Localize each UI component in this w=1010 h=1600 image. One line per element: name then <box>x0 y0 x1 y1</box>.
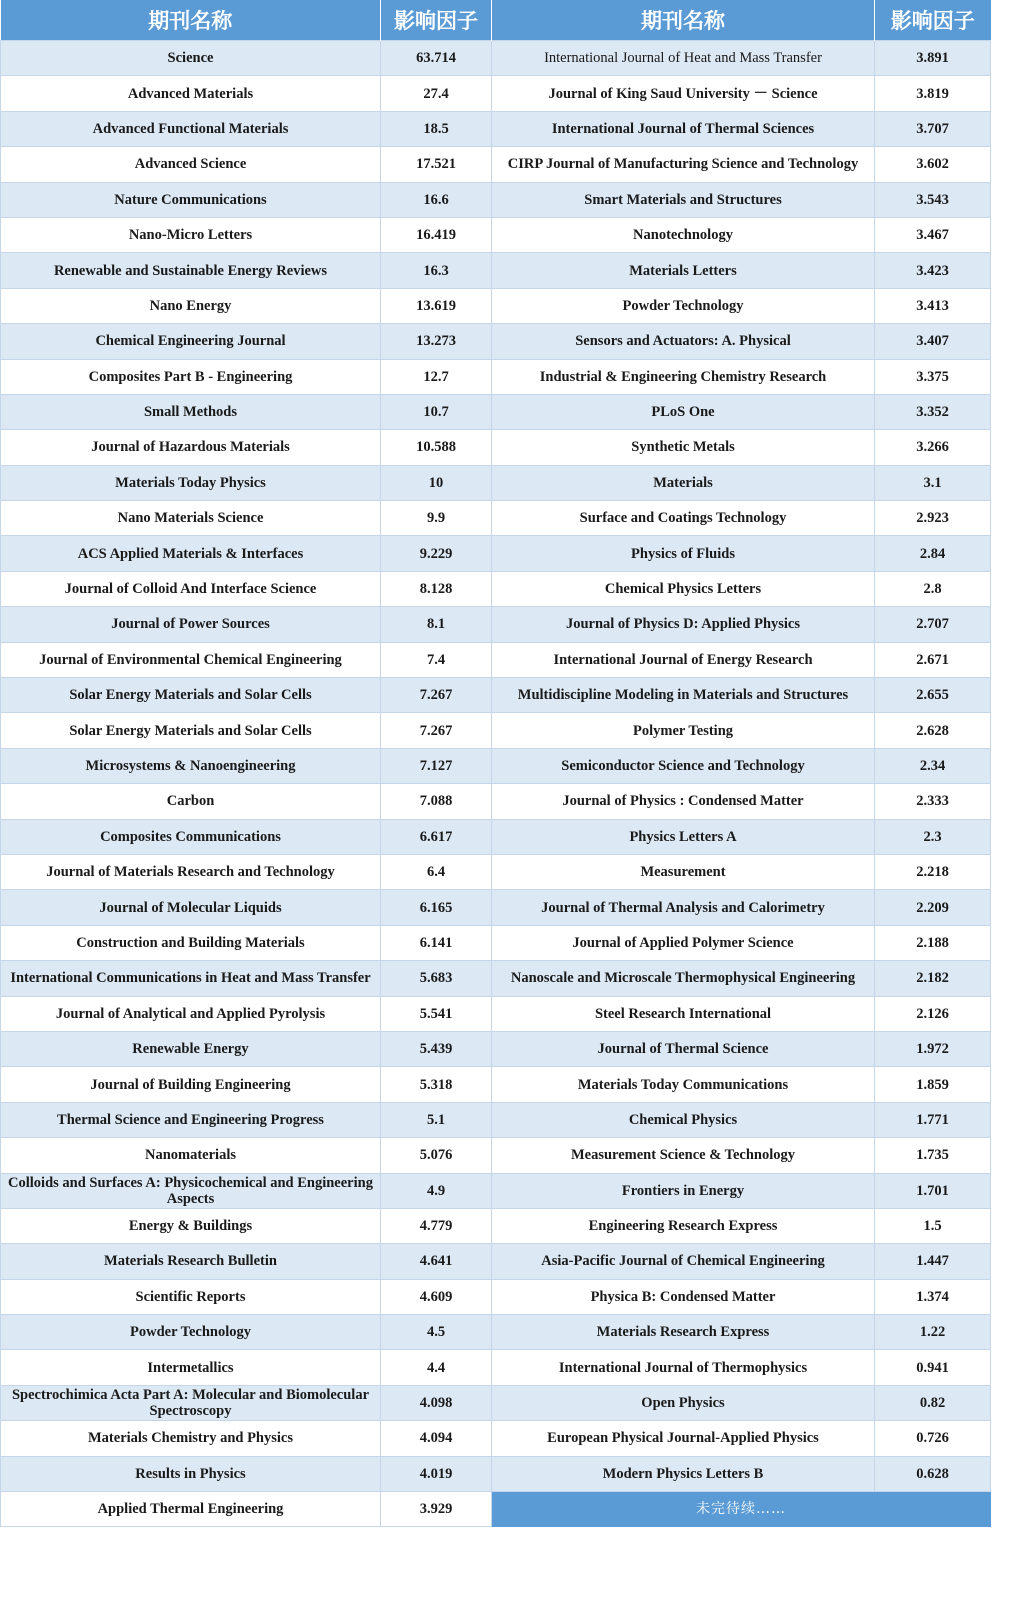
right-journal-name: Industrial & Engineering Chemistry Research <box>492 359 875 394</box>
right-impact-factor: 3.423 <box>875 253 991 288</box>
table-row <box>1 536 991 571</box>
table-row <box>1 607 991 642</box>
left-journal-name: Nature Communications <box>1 182 381 217</box>
table-row <box>1 748 991 783</box>
left-impact-factor: 4.019 <box>381 1456 492 1491</box>
left-journal-name: Intermetallics <box>1 1350 381 1385</box>
left-journal-name: Journal of Building Engineering <box>1 1067 381 1102</box>
right-journal-name: Measurement <box>492 854 875 889</box>
left-journal-name: Renewable and Sustainable Energy Reviews <box>1 253 381 288</box>
table-row <box>1 253 991 288</box>
left-impact-factor: 63.714 <box>381 41 492 76</box>
left-impact-factor: 7.4 <box>381 642 492 677</box>
left-impact-factor: 5.318 <box>381 1067 492 1102</box>
left-impact-factor: 4.779 <box>381 1208 492 1243</box>
left-impact-factor: 5.1 <box>381 1102 492 1137</box>
left-impact-factor: 8.1 <box>381 607 492 642</box>
table-row <box>1 465 991 500</box>
right-impact-factor: 0.726 <box>875 1421 991 1456</box>
left-journal-name: Advanced Science <box>1 147 381 182</box>
table-row <box>1 1279 991 1314</box>
left-impact-factor: 6.141 <box>381 925 492 960</box>
right-journal-name: Polymer Testing <box>492 713 875 748</box>
table-row <box>1 41 991 76</box>
right-journal-name: CIRP Journal of Manufacturing Science and Technology <box>492 147 875 182</box>
left-impact-factor: 5.076 <box>381 1138 492 1173</box>
left-journal-name: Applied Thermal Engineering <box>1 1492 381 1527</box>
left-impact-factor: 4.5 <box>381 1315 492 1350</box>
left-journal-name: International Communications in Heat and Mass Transfer <box>1 961 381 996</box>
right-impact-factor: 2.209 <box>875 890 991 925</box>
right-impact-factor: 2.628 <box>875 713 991 748</box>
left-journal-name: Journal of Molecular Liquids <box>1 890 381 925</box>
table-row <box>1 784 991 819</box>
table-row <box>1 996 991 1031</box>
left-impact-factor: 5.683 <box>381 961 492 996</box>
left-journal-name: Journal of Materials Research and Technology <box>1 854 381 889</box>
left-impact-factor: 4.9 <box>381 1173 492 1208</box>
right-impact-factor: 2.333 <box>875 784 991 819</box>
table-row <box>1 819 991 854</box>
right-journal-name: International Journal of Thermal Sciences <box>492 111 875 146</box>
right-journal-name: International Journal of Heat and Mass Transfer <box>492 41 875 76</box>
right-journal-name: PLoS One <box>492 394 875 429</box>
left-impact-factor: 12.7 <box>381 359 492 394</box>
left-impact-factor: 4.094 <box>381 1421 492 1456</box>
right-journal-name: Frontiers in Energy <box>492 1173 875 1208</box>
table-row <box>1 678 991 713</box>
right-impact-factor: 0.82 <box>875 1385 991 1420</box>
right-journal-name: Open Physics <box>492 1385 875 1420</box>
left-journal-name: Journal of Environmental Chemical Engineering <box>1 642 381 677</box>
table-row <box>1 1173 991 1208</box>
table-row <box>1 1315 991 1350</box>
table-row <box>1 288 991 323</box>
table-row <box>1 217 991 252</box>
left-journal-name: Colloids and Surfaces A: Physicochemical and Engineering Aspects <box>1 1173 381 1208</box>
right-impact-factor: 3.707 <box>875 111 991 146</box>
table-row <box>1 1456 991 1491</box>
left-journal-name: Microsystems & Nanoengineering <box>1 748 381 783</box>
right-journal-name: Journal of Applied Polymer Science <box>492 925 875 960</box>
left-journal-name: Carbon <box>1 784 381 819</box>
left-impact-factor: 27.4 <box>381 76 492 111</box>
left-journal-name: Solar Energy Materials and Solar Cells <box>1 678 381 713</box>
right-journal-name: International Journal of Thermophysics <box>492 1350 875 1385</box>
right-journal-name: Measurement Science & Technology <box>492 1138 875 1173</box>
left-journal-name: Journal of Hazardous Materials <box>1 430 381 465</box>
left-impact-factor: 6.165 <box>381 890 492 925</box>
table-row <box>1 501 991 536</box>
left-journal-name: Spectrochimica Acta Part A: Molecular and Biomolecular Spectroscopy <box>1 1385 381 1420</box>
right-journal-name: Journal of Physics D: Applied Physics <box>492 607 875 642</box>
right-journal-name: International Journal of Energy Research <box>492 642 875 677</box>
table-row <box>1 1350 991 1385</box>
right-journal-name: Engineering Research Express <box>492 1208 875 1243</box>
left-journal-name: Journal of Colloid And Interface Science <box>1 571 381 606</box>
left-journal-name: Journal of Analytical and Applied Pyrolysis <box>1 996 381 1031</box>
right-impact-factor: 3.352 <box>875 394 991 429</box>
table-row <box>1 642 991 677</box>
right-journal-name: Sensors and Actuators: A. Physical <box>492 324 875 359</box>
right-journal-name: Physics of Fluids <box>492 536 875 571</box>
right-impact-factor: 2.182 <box>875 961 991 996</box>
left-impact-factor: 4.609 <box>381 1279 492 1314</box>
header-row <box>1 0 991 41</box>
right-journal-name: Asia-Pacific Journal of Chemical Engineering <box>492 1244 875 1279</box>
right-journal-name: Journal of Physics : Condensed Matter <box>492 784 875 819</box>
left-journal-name: Materials Chemistry and Physics <box>1 1421 381 1456</box>
left-impact-factor: 9.229 <box>381 536 492 571</box>
right-journal-name: Steel Research International <box>492 996 875 1031</box>
table-row <box>1 359 991 394</box>
left-impact-factor: 10.588 <box>381 430 492 465</box>
right-impact-factor: 2.707 <box>875 607 991 642</box>
left-journal-name: Materials Today Physics <box>1 465 381 500</box>
header-left-impact-factor: 影响因子 <box>381 0 492 41</box>
left-journal-name: Materials Research Bulletin <box>1 1244 381 1279</box>
left-journal-name: Energy & Buildings <box>1 1208 381 1243</box>
right-impact-factor: 1.5 <box>875 1208 991 1243</box>
right-journal-name: Semiconductor Science and Technology <box>492 748 875 783</box>
right-journal-name: Synthetic Metals <box>492 430 875 465</box>
left-journal-name: Renewable Energy <box>1 1031 381 1066</box>
left-journal-name: Composites Part B - Engineering <box>1 359 381 394</box>
table-row <box>1 854 991 889</box>
right-impact-factor: 1.374 <box>875 1279 991 1314</box>
left-journal-name: ACS Applied Materials & Interfaces <box>1 536 381 571</box>
right-impact-factor: 1.735 <box>875 1138 991 1173</box>
left-journal-name: Thermal Science and Engineering Progress <box>1 1102 381 1137</box>
left-impact-factor: 7.127 <box>381 748 492 783</box>
table-row <box>1 182 991 217</box>
right-journal-name: Chemical Physics <box>492 1102 875 1137</box>
right-impact-factor: 2.188 <box>875 925 991 960</box>
left-journal-name: Science <box>1 41 381 76</box>
left-impact-factor: 7.088 <box>381 784 492 819</box>
right-impact-factor: 1.701 <box>875 1173 991 1208</box>
to-be-continued-note: 未完待续…… <box>492 1492 991 1527</box>
left-journal-name: Nanomaterials <box>1 1138 381 1173</box>
header-left-journal-name: 期刊名称 <box>1 0 381 41</box>
left-impact-factor: 6.4 <box>381 854 492 889</box>
left-journal-name: Powder Technology <box>1 1315 381 1350</box>
right-journal-name: Journal of Thermal Science <box>492 1031 875 1066</box>
table-row <box>1 1031 991 1066</box>
right-journal-name: Materials Research Express <box>492 1315 875 1350</box>
right-impact-factor: 2.655 <box>875 678 991 713</box>
table-row <box>1 147 991 182</box>
table-row <box>1 1208 991 1243</box>
left-impact-factor: 3.929 <box>381 1492 492 1527</box>
table-row <box>1 1138 991 1173</box>
left-impact-factor: 4.4 <box>381 1350 492 1385</box>
right-journal-name: Materials Today Communications <box>492 1067 875 1102</box>
left-impact-factor: 17.521 <box>381 147 492 182</box>
left-journal-name: Scientific Reports <box>1 1279 381 1314</box>
table-row <box>1 890 991 925</box>
right-impact-factor: 1.22 <box>875 1315 991 1350</box>
left-impact-factor: 9.9 <box>381 501 492 536</box>
right-impact-factor: 3.891 <box>875 41 991 76</box>
left-journal-name: Advanced Materials <box>1 76 381 111</box>
left-impact-factor: 13.273 <box>381 324 492 359</box>
right-journal-name: Modern Physics Letters B <box>492 1456 875 1491</box>
left-journal-name: Nano Materials Science <box>1 501 381 536</box>
left-impact-factor: 16.6 <box>381 182 492 217</box>
table-row <box>1 430 991 465</box>
left-impact-factor: 4.098 <box>381 1385 492 1420</box>
left-journal-name: Advanced Functional Materials <box>1 111 381 146</box>
left-impact-factor: 8.128 <box>381 571 492 606</box>
right-journal-name: Journal of King Saud University － Science <box>492 76 875 111</box>
table-row <box>1 1244 991 1279</box>
right-journal-name: Materials <box>492 465 875 500</box>
right-impact-factor: 3.407 <box>875 324 991 359</box>
right-impact-factor: 3.543 <box>875 182 991 217</box>
table-row <box>1 571 991 606</box>
right-impact-factor: 3.1 <box>875 465 991 500</box>
right-impact-factor: 3.375 <box>875 359 991 394</box>
right-journal-name: Powder Technology <box>492 288 875 323</box>
table-row <box>1 1102 991 1137</box>
right-journal-name: Nanotechnology <box>492 217 875 252</box>
right-journal-name: European Physical Journal-Applied Physics <box>492 1421 875 1456</box>
table-row <box>1 925 991 960</box>
table-row <box>1 324 991 359</box>
right-journal-name: Journal of Thermal Analysis and Calorimetry <box>492 890 875 925</box>
right-impact-factor: 2.34 <box>875 748 991 783</box>
left-impact-factor: 7.267 <box>381 678 492 713</box>
left-impact-factor: 13.619 <box>381 288 492 323</box>
table-body <box>1 41 991 1527</box>
right-impact-factor: 1.771 <box>875 1102 991 1137</box>
left-journal-name: Journal of Power Sources <box>1 607 381 642</box>
header-right-impact-factor: 影响因子 <box>875 0 991 41</box>
right-impact-factor: 3.266 <box>875 430 991 465</box>
right-journal-name: Surface and Coatings Technology <box>492 501 875 536</box>
left-impact-factor: 7.267 <box>381 713 492 748</box>
right-impact-factor: 3.467 <box>875 217 991 252</box>
right-impact-factor: 0.628 <box>875 1456 991 1491</box>
right-impact-factor: 2.923 <box>875 501 991 536</box>
left-journal-name: Results in Physics <box>1 1456 381 1491</box>
left-impact-factor: 5.439 <box>381 1031 492 1066</box>
left-impact-factor: 16.419 <box>381 217 492 252</box>
right-impact-factor: 3.819 <box>875 76 991 111</box>
left-journal-name: Small Methods <box>1 394 381 429</box>
right-journal-name: Nanoscale and Microscale Thermophysical Engineering <box>492 961 875 996</box>
header-right-journal-name: 期刊名称 <box>492 0 875 41</box>
right-impact-factor: 1.972 <box>875 1031 991 1066</box>
left-impact-factor: 4.641 <box>381 1244 492 1279</box>
right-impact-factor: 2.84 <box>875 536 991 571</box>
table-row <box>1 394 991 429</box>
right-journal-name: Materials Letters <box>492 253 875 288</box>
right-journal-name: Chemical Physics Letters <box>492 571 875 606</box>
left-journal-name: Construction and Building Materials <box>1 925 381 960</box>
table-row <box>1 76 991 111</box>
left-impact-factor: 16.3 <box>381 253 492 288</box>
right-impact-factor: 2.3 <box>875 819 991 854</box>
right-journal-name: Physics Letters A <box>492 819 875 854</box>
right-impact-factor: 0.941 <box>875 1350 991 1385</box>
right-impact-factor: 1.859 <box>875 1067 991 1102</box>
right-impact-factor: 3.602 <box>875 147 991 182</box>
right-journal-name: Multidiscipline Modeling in Materials and Structures <box>492 678 875 713</box>
right-journal-name: Smart Materials and Structures <box>492 182 875 217</box>
right-impact-factor: 2.126 <box>875 996 991 1031</box>
right-journal-name: Physica B: Condensed Matter <box>492 1279 875 1314</box>
table-row <box>1 1385 991 1420</box>
left-journal-name: Nano-Micro Letters <box>1 217 381 252</box>
right-impact-factor: 1.447 <box>875 1244 991 1279</box>
left-impact-factor: 10 <box>381 465 492 500</box>
table-row <box>1 1067 991 1102</box>
right-impact-factor: 2.218 <box>875 854 991 889</box>
right-impact-factor: 3.413 <box>875 288 991 323</box>
right-impact-factor: 2.671 <box>875 642 991 677</box>
left-impact-factor: 6.617 <box>381 819 492 854</box>
left-journal-name: Nano Energy <box>1 288 381 323</box>
table-row-last <box>1 1492 991 1527</box>
right-impact-factor: 2.8 <box>875 571 991 606</box>
left-journal-name: Solar Energy Materials and Solar Cells <box>1 713 381 748</box>
left-impact-factor: 5.541 <box>381 996 492 1031</box>
left-impact-factor: 18.5 <box>381 111 492 146</box>
left-impact-factor: 10.7 <box>381 394 492 429</box>
table-row <box>1 1421 991 1456</box>
left-journal-name: Chemical Engineering Journal <box>1 324 381 359</box>
table-row <box>1 961 991 996</box>
table-row <box>1 111 991 146</box>
table-row <box>1 713 991 748</box>
left-journal-name: Composites Communications <box>1 819 381 854</box>
